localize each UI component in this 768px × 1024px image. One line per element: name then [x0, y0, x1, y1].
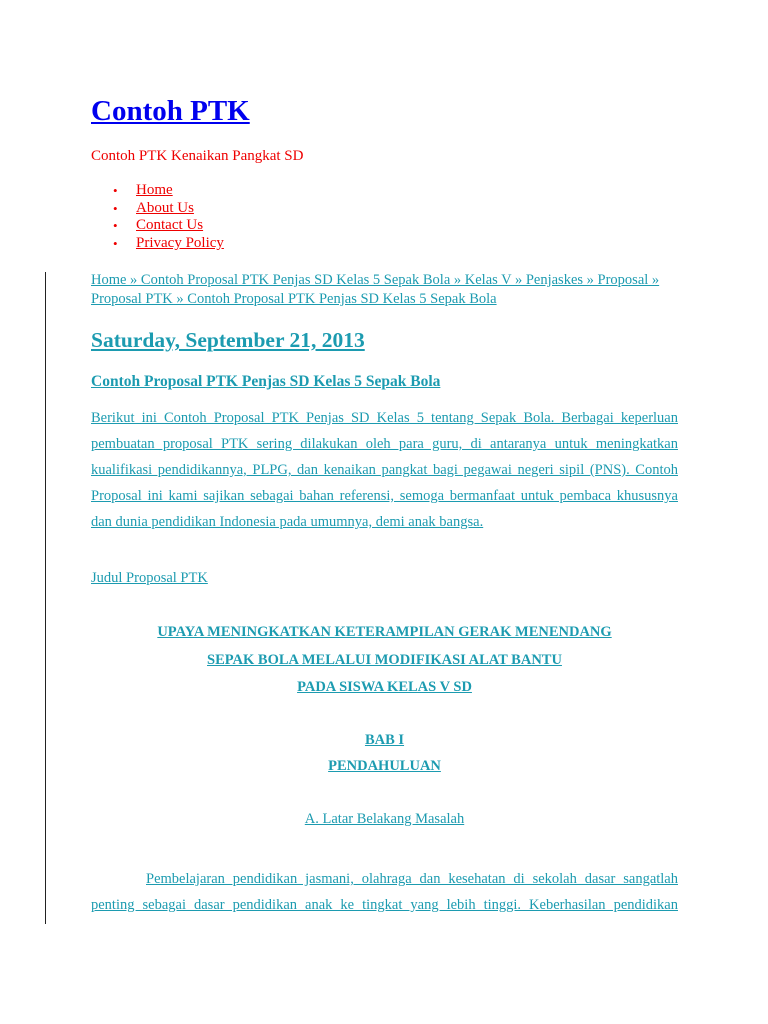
proposal-title-line-2[interactable]: SEPAK BOLA MELALUI MODIFIKASI ALAT BANTU: [207, 652, 562, 668]
chapter-title[interactable]: PENDAHULUAN: [328, 758, 441, 774]
site-title-link[interactable]: Contoh PTK: [91, 95, 250, 127]
nav-item-contact: [91, 217, 224, 235]
bullet-icon: •: [113, 236, 118, 252]
bullet-icon: •: [113, 183, 118, 198]
chapter-number[interactable]: BAB I: [364, 732, 405, 748]
section-heading[interactable]: A. Latar Belakang Masalah: [304, 811, 465, 827]
bullet-icon: •: [113, 200, 118, 216]
left-border-line: [45, 272, 46, 924]
breadcrumb[interactable]: Home » Contoh Proposal PTK Penjas SD Kelas 5 Sepak Bola » Kelas V » Penjaskes » Proposal » Proposal PTK » Contoh Proposal PTK Penjas SD Kelas 5 Sepak Bola: [91, 272, 660, 307]
bullet-icon: •: [113, 218, 118, 234]
nav-item-privacy: [91, 235, 224, 253]
nav-link-about[interactable]: About Us: [136, 199, 194, 216]
main-nav: [91, 182, 224, 253]
proposal-title-label[interactable]: Judul Proposal PTK: [91, 570, 208, 586]
post-date[interactable]: Saturday, September 21, 2013: [91, 328, 365, 352]
nav-link-privacy[interactable]: Privacy Policy: [136, 235, 224, 252]
proposal-title-line-1[interactable]: UPAYA MENINGKATKAN KETERAMPILAN GERAK MENENDANG: [157, 624, 612, 640]
nav-item-home: [91, 182, 224, 200]
post-intro-paragraph[interactable]: Berikut ini Contoh Proposal PTK Penjas SD Kelas 5 tentang Sepak Bola. Berbagai keperluan pembuatan proposal PTK sering dilakukan oleh para guru, di antaranya untuk meningkatkan kualifikasi pendidikannya, PLPG, dan kenaikan pangkat bagi pegawai negeri sipil (PNS). Contoh Proposal ini kami sajikan sebagai bahan referensi, semoga bermanfaat untuk pembaca khususnya dan dunia pendidikan Indonesia pada umumnya, demi anak bangsa.: [91, 410, 678, 530]
site-tagline: Contoh PTK Kenaikan Pangkat SD: [91, 148, 304, 164]
proposal-title-line-3[interactable]: PADA SISWA KELAS V SD: [297, 679, 472, 695]
body-paragraph[interactable]: Pembelajaran pendidikan jasmani, olahraga dan kesehatan di sekolah dasar sangatlah penting sebagai dasar pendidikan anak ke tingkat yang lebih tinggi. Keberhasilan pendidikan: [91, 871, 678, 913]
nav-link-home[interactable]: Home: [136, 182, 173, 198]
post-title[interactable]: Contoh Proposal PTK Penjas SD Kelas 5 Sepak Bola: [91, 373, 441, 390]
nav-link-contact[interactable]: Contact Us: [136, 217, 204, 234]
nav-item-about: [91, 200, 224, 218]
